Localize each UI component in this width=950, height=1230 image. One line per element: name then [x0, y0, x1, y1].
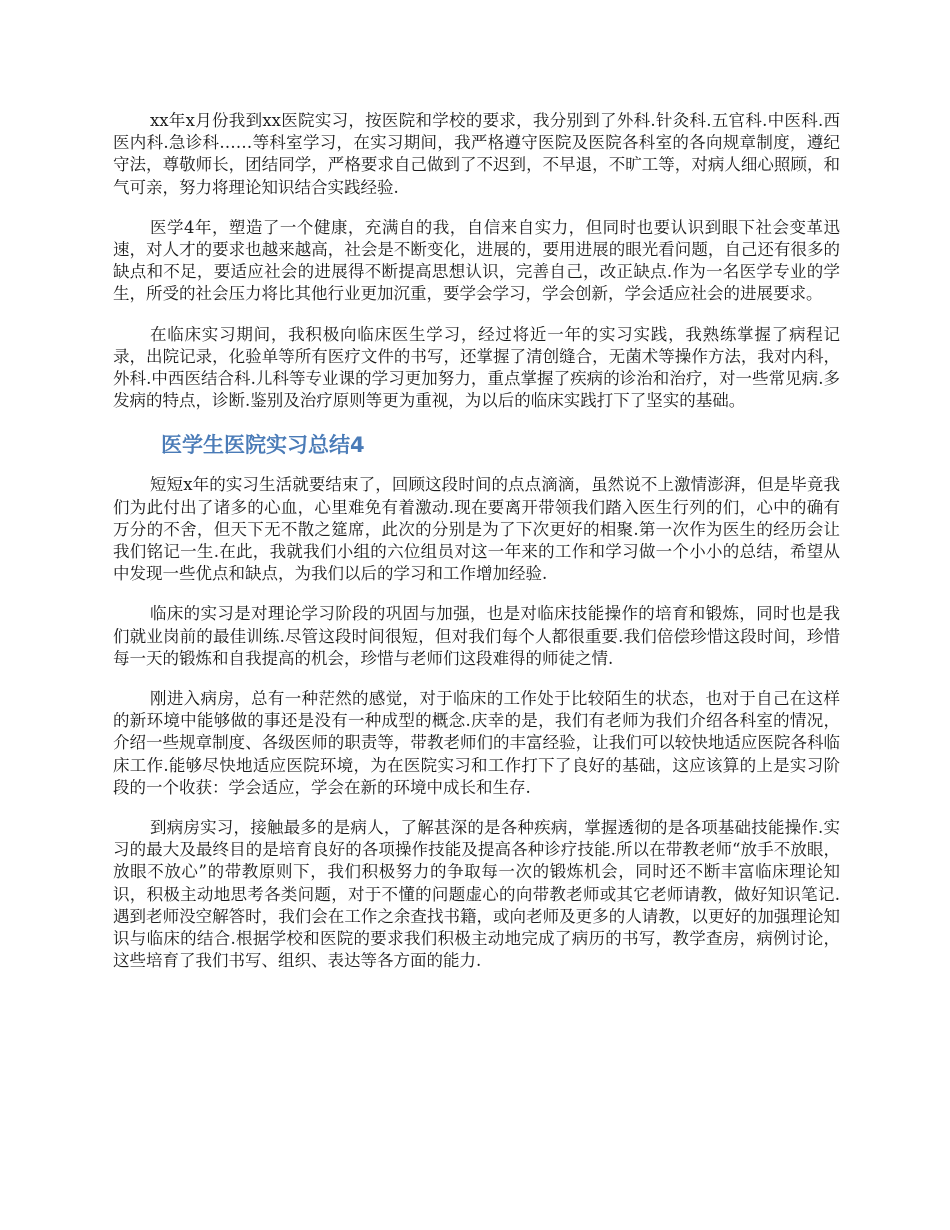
paragraph-ward-adaptation: 刚进入病房，总有一种茫然的感觉，对于临床的工作处于比较陌生的状态，也对于自己在这样的新环境中能够做的事还是没有一种成型的概念.庆幸的是，我们有老师为我们介绍各科室的情况，介绍一些规章制度、各级医师的职责等，带教老师们的丰富经验，让我们可以较快地适应医院各科临床工作.能够尽快地适应医院环境，为在医院实习和工作打下了良好的基础，这应该算的上是实习阶段的一个收获：学会适应，学会在新的环境中成长和生存.	[113, 689, 840, 797]
document-body	[113, 110, 840, 991]
paragraph-clinical-practice: 临床的实习是对理论学习阶段的巩固与加强，也是对临床技能操作的培育和锻炼，同时也是我们就业岗前的最佳训练.尽管这段时间很短，但对我们每个人都很重要.我们倍偿珍惜这段时间，珍惜每一天的锻炼和自我提高的机会，珍惜与老师们这段难得的师徒之情.	[113, 604, 840, 668]
paragraph-self-reflection: 医学4年，塑造了一个健康，充满自的我，自信来自实力，但同时也要认识到眼下社会变革迅速，对人才的要求也越来越高，社会是不断变化，进展的，要用进展的眼光看问题，自己还有很多的缺点和不足，要适应社会的进展得不断提高思想认识，完善自己，改正缺点.作为一名医学专业的学生，所受的社会压力将比其他行业更加沉重，要学会学习，学会创新，学会适应社会的进展要求。	[113, 217, 840, 304]
section-heading: 医学生医院实习总结4	[161, 433, 365, 458]
paragraph-internship-overview: xx年x月份我到xx医院实习，按医院和学校的要求，我分别到了外科.针灸科.五官科.中医科.西医内科.急诊科……等科室学习，在实习期间，我严格遵守医院及医院各科室的各向规章制度，遵纪守法，尊敬师长，团结同学，严格要求自己做到了不迟到，不早退，不旷工等，对病人细心照顾，和气可亲，努力将理论知识结合实践经验.	[113, 111, 840, 197]
paragraph-summary-intro: 短短x年的实习生活就要结束了，回顾这段时间的点点滴滴，虽然说不上激情澎湃，但是毕竟我们为此付出了诸多的心血，心里难免有着激动.现在要离开带领我们踏入医生行列的们，心中的确有万分的不舍，但天下无不散之筵席，此次的分别是为了下次更好的相聚.第一次作为医生的经历会让我们铭记一生.在此，我就我们小组的六位组员对这一年来的工作和学习做一个小小的总结，希望从中发现一些优点和缺点，为我们以后的学习和工作增加经验.	[113, 475, 840, 584]
paragraph-ward-practice: 到病房实习，接触最多的是病人，了解甚深的是各种疾病，掌握透彻的是各项基础技能操作.实习的最大及最终目的是培育良好的各项操作技能及提高各种诊疗技能.所以在带教老师“放手不放眼，放眼不放心”的带教原则下，我们积极努力的争取每一次的锻炼机会，同时还不断丰富临床理论知识，积极主动地思考各类问题，对于不懂的问题虚心的向带教老师或其它老师请教，做好知识笔记.遇到老师没空解答时，我们会在工作之余查找书籍，或向老师及更多的人请教，以更好的加强理论知识与临床的结合.根据学校和医院的要求我们积极主动地完成了病历的书写，教学查房，病例讨论，这些培育了我们书写、组织、表达等各方面的能力.	[113, 818, 840, 971]
paragraph-clinical-learning: 在临床实习期间，我积极向临床医生学习，经过将近一年的实习实践，我熟练掌握了病程记录，出院记录，化验单等所有医疗文件的书写，还掌握了清创缝合，无菌术等操作方法，我对内科，外科.中西医结合科.儿科等专业课的学习更加努力，重点掌握了疾病的诊治和治疗，对一些常见病.多发病的特点，诊断.鉴别及治疗原则等更为重视，为以后的临床实践打下了坚实的基础。	[113, 324, 840, 411]
